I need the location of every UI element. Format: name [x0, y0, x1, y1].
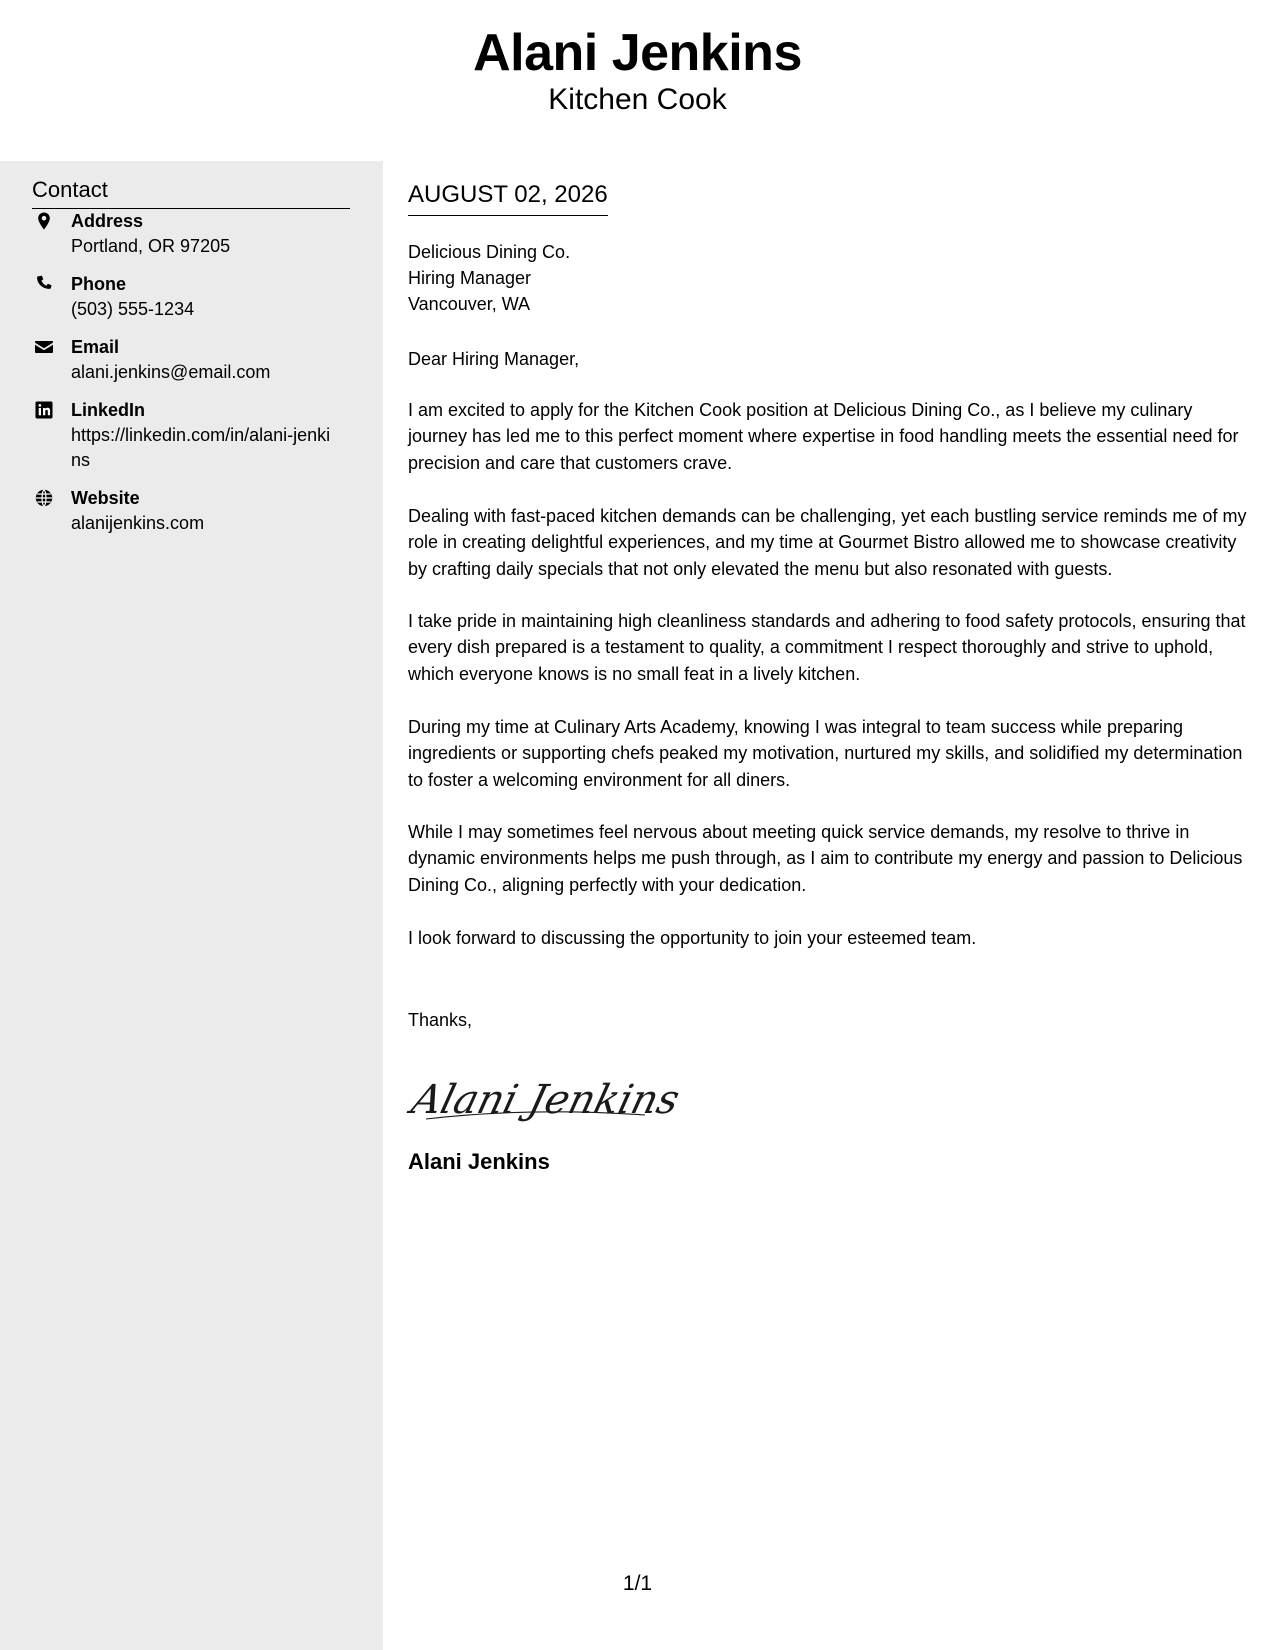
contact-value: alani.jenkins@email.com	[71, 362, 271, 382]
contact-label: Email	[71, 337, 120, 357]
globe-icon	[34, 488, 54, 508]
letter-date: AUGUST 02, 2026	[408, 179, 608, 216]
contact-label: Address	[71, 211, 144, 231]
linkedin-icon	[34, 400, 54, 420]
recipient-title: Hiring Manager	[408, 268, 532, 288]
body-paragraph: While I may sometimes feel nervous about meeting quick service demands, my resolve to thrive in dynamic environments helps me push through, as I aim to contribute my energy and passion to Delicious Dining Co., aligning perfectly with your dedication.	[408, 822, 1243, 895]
applicant-name: Alani Jenkins	[473, 24, 802, 82]
map-pin-icon	[34, 211, 54, 231]
body-paragraph: I look forward to discussing the opportunity to join your esteemed team.	[408, 928, 977, 948]
contact-value[interactable]: alanijenkins.com	[71, 513, 205, 533]
contact-value: Portland, OR 97205	[71, 236, 231, 256]
body-paragraph: During my time at Culinary Arts Academy, knowing I was integral to team success while preparing ingredients or supporting chefs peaked my motivation, nurtured my skills, and solidified my determination to foster a welcoming environment for all diners.	[408, 717, 1243, 790]
signature-image	[407, 1063, 685, 1133]
contact-label: Phone	[71, 274, 127, 294]
contact-label: LinkedIn	[71, 400, 146, 420]
contact-value[interactable]: https://linkedin.com/in/alani-jenkins	[71, 425, 331, 470]
letter-header	[0, 0, 1275, 161]
phone-icon	[34, 274, 54, 294]
contact-label: Website	[71, 488, 140, 508]
recipient-block	[408, 239, 570, 317]
recipient-location: Vancouver, WA	[408, 294, 531, 314]
closing: Thanks,	[408, 1010, 473, 1030]
contact-value: (503) 555-1234	[71, 299, 195, 319]
salutation: Dear Hiring Manager,	[408, 349, 580, 369]
email-icon	[34, 337, 54, 357]
body-paragraph: Dealing with fast-paced kitchen demands can be challenging, yet each bustling service reminds me of my role in creating delightful experiences, and my time at Gourmet Bistro allowed me to showcase creativity by crafting daily specials that not only elevated the menu but also resonated with guests.	[408, 506, 1247, 579]
body-paragraph: I take pride in maintaining high cleanliness standards and adhering to food safety protocols, ensuring that every dish prepared is a testament to quality, a commitment I respect thoroughly and strive to uphold, which everyone knows is no small feat in a lively kitchen.	[408, 611, 1246, 684]
contact-sidebar	[0, 161, 383, 1650]
recipient-company: Delicious Dining Co.	[408, 242, 571, 262]
signed-name: Alani Jenkins	[408, 1149, 550, 1174]
contact-heading: Contact	[32, 175, 350, 209]
svg-text:Alani Jenkins: Alani Jenkins	[407, 1075, 685, 1123]
applicant-role: Kitchen Cook	[548, 83, 727, 116]
page-number: 1/1	[622, 1572, 653, 1595]
body-paragraph: I am excited to apply for the Kitchen Cook position at Delicious Dining Co., as I believe my culinary journey has led me to this perfect moment where expertise in food handling meets the essential need for precision and care that customers crave.	[408, 400, 1239, 473]
